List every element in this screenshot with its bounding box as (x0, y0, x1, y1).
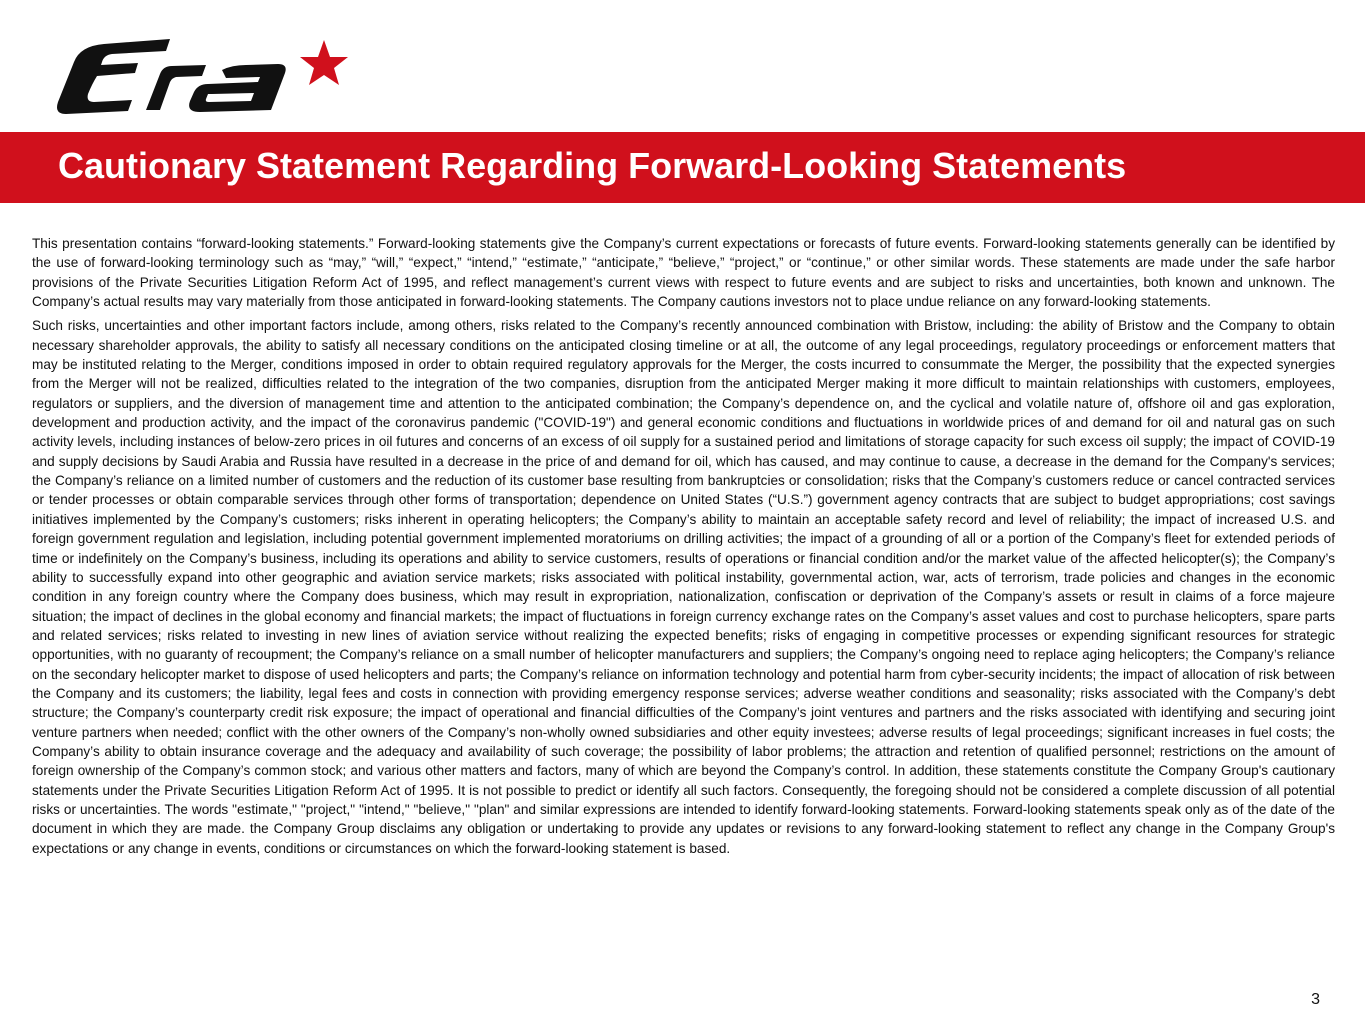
body-text (32, 234, 1335, 858)
title-bar (0, 132, 1365, 203)
page-number: 3 (1311, 991, 1320, 1008)
era-logo-star (300, 40, 348, 85)
paragraph-forward-looking-intro: This presentation contains “forward-looking statements.” Forward-looking statements give the Company’s current expectations or forecasts of future events. Forward-looking statements generally can be identified by the use of forward-looking terminology such as “may,” “will,” “expect,” “intend,” “estimate,” “anticipate,” “believe,” “project,” or “continue,” or other similar words. These statements are made under the safe harbor provisions of the Private Securities Litigation Reform Act of 1995, and reflect management’s current views with respect to future events and are subject to risks and uncertainties, both known and unknown. The Company’s actual results may vary materially from those anticipated in forward-looking statements. The Company cautions investors not to place undue reliance on any forward-looking statements. (32, 236, 1335, 310)
era-logo (46, 36, 356, 118)
page-title: Cautionary Statement Regarding Forward-Looking Statements (58, 145, 1127, 186)
paragraph-risk-factors: Such risks, uncertainties and other important factors include, among others, risks related to the Company’s recently announced combination with Bristow, including: the ability of Bristow and the Company to obtain necessary shareholder approvals, the ability to satisfy all necessary conditions on the anticipated closing timeline or at all, the outcome of any legal proceedings, regulatory proceedings or enforcement matters that may be instituted relating to the Merger, conditions imposed in order to obtain required regulatory approvals for the Merger, the costs incurred to consummate the Merger, the possibility that the expected synergies from the Merger will not be realized, difficulties related to the integration of the two companies, disruption from the anticipated Merger making it more difficult to maintain relationships with customers, employees, regulators or suppliers, and the diversion of management time and attention to the anticipated combination; the Company’s dependence on, and the cyclical and volatile nature of, offshore oil and gas exploration, development and production activity, and the impact of the coronavirus pandemic ("COVID-19") and general economic conditions and fluctuations in worldwide prices of and demand for oil and natural gas on such activity levels, including instances of below-zero prices in oil futures and concerns of an excess of oil supply for a sustained period and limitations of storage capacity for such excess oil supply; the impact of COVID-19 and supply decisions by Saudi Arabia and Russia have resulted in a decrease in the price of and demand for oil, which has caused, and may continue to cause, a decrease in the demand for the Company's services; the Company’s reliance on a limited number of customers and the reduction of its customer base resulting from bankruptcies or consolidation; risks that the Company’s customers reduce or cancel contracted services or tender processes or obtain comparable services through other forms of transportation; dependence on United States (“U.S.”) government agency contracts that are subject to budget appropriations; cost savings initiatives implemented by the Company’s customers; risks inherent in operating helicopters; the Company’s ability to maintain an acceptable safety record and level of reliability; the impact of increased U.S. and foreign government regulation and legislation, including potential government implemented moratoriums on drilling activities; the impact of a grounding of all or a portion of the Company’s fleet for extended periods of time or indefinitely on the Company’s business, including its operations and ability to service customers, results of operations or financial condition and/or the market value of the affected helicopter(s); the Company’s ability to successfully expand into other geographic and aviation service markets; risks associated with political instability, governmental action, war, acts of terrorism, trade policies and changes in the economic condition in any foreign country where the Company does business, which may result in expropriation, nationalization, confiscation or deprivation of the Company’s assets or result in claims of a force majeure situation; the impact of declines in the global economy and financial markets; the impact of fluctuations in foreign currency exchange rates on the Company’s asset values and cost to purchase helicopters, spare parts and related services; risks related to investing in new lines of aviation service without realizing the expected benefits; risks of engaging in competitive processes or expending significant resources for strategic opportunities, with no guaranty of recoupment; the Company’s reliance on a small number of helicopter manufacturers and suppliers; the Company’s ongoing need to replace aging helicopters; the Company’s reliance on the secondary helicopter market to dispose of used helicopters and parts; the Company’s reliance on information technology and potential harm from cyber-security incidents; the impact of allocation of risk between the Company and its customers; the liability, legal fees and costs in connection with providing emergency response services; adverse weather conditions and seasonality; risks associated with the Company’s debt structure; the Company’s counterparty credit risk exposure; the impact of operational and financial difficulties of the Company’s joint ventures and partners and the risks associated with identifying and securing joint venture partners when needed; conflict with the other owners of the Company’s non-wholly owned subsidiaries and other equity investees; adverse results of legal proceedings; significant increases in fuel costs; the Company’s ability to obtain insurance coverage and the adequacy and availability of such coverage; the possibility of labor problems; the attraction and retention of qualified personnel; restrictions on the amount of foreign ownership of the Company’s common stock; and various other matters and factors, many of which are beyond the Company’s control. In addition, these statements constitute the Company Group's cautionary statements under the Private Securities Litigation Reform Act of 1995. It is not possible to predict or identify all such factors. Consequently, the foregoing should not be considered a complete discussion of all potential risks or uncertainties. The words "estimate," "project," "intend," "believe," "plan" and similar expressions are intended to identify forward-looking statements. Forward-looking statements speak only as of the date of the document in which they are made. the Company Group disclaims any obligation or undertaking to provide any updates or revisions to any forward-looking statement to reflect any change in the Company Group's expectations or any change in events, conditions or circumstances on which the forward-looking statement is based. (32, 318, 1335, 856)
